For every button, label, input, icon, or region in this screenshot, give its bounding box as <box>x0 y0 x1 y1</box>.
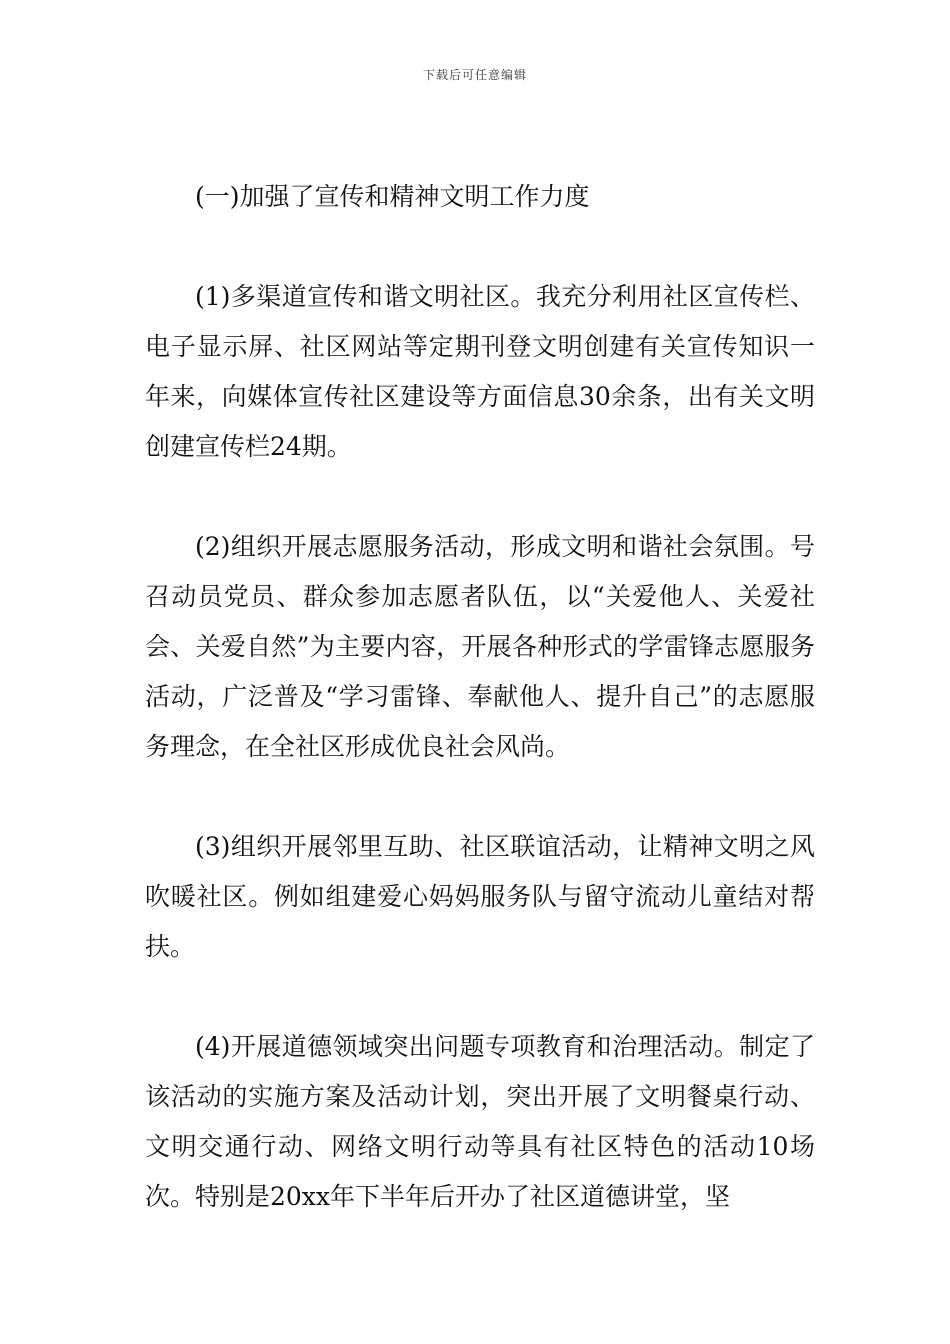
paragraph-4: (4)开展道德领域突出问题专项教育和治理活动。制定了该活动的实施方案及活动计划，突出开展了文明餐桌行动、文明交通行动、网络文明行动等具有社区特色的活动10场次。特别是20xx年下半年后开办了社区道德讲堂，坚 <box>145 1032 815 1211</box>
section-heading: (一)加强了宣传和精神文明工作力度 <box>195 182 590 211</box>
paragraph-2: (2)组织开展志愿服务活动，形成文明和谐社会氛围。号召动员党员、群众参加志愿者队伍，以“关爱他人、关爱社会、关爱自然”为主要内容，开展各种形式的学雷锋志愿服务活动，广泛普及“学习雷锋、奉献他人、提升自己”的志愿服务理念，在全社区形成优良社会风尚。 <box>145 532 815 761</box>
paragraph-3: (3)组织开展邻里互助、社区联谊活动，让精神文明之风吹暖社区。例如组建爱心妈妈服务队与留守流动儿童结对帮扶。 <box>145 832 815 961</box>
document-body <box>145 172 815 1222</box>
paragraph-1: (1)多渠道宣传和谐文明社区。我充分利用社区宣传栏、电子显示屏、社区网站等定期刊登文明创建有关宣传知识一年来，向媒体宣传社区建设等方面信息30余条，出有关文明创建宣传栏24期。 <box>145 282 815 461</box>
download-note: 下载后可任意编辑 <box>422 68 527 82</box>
